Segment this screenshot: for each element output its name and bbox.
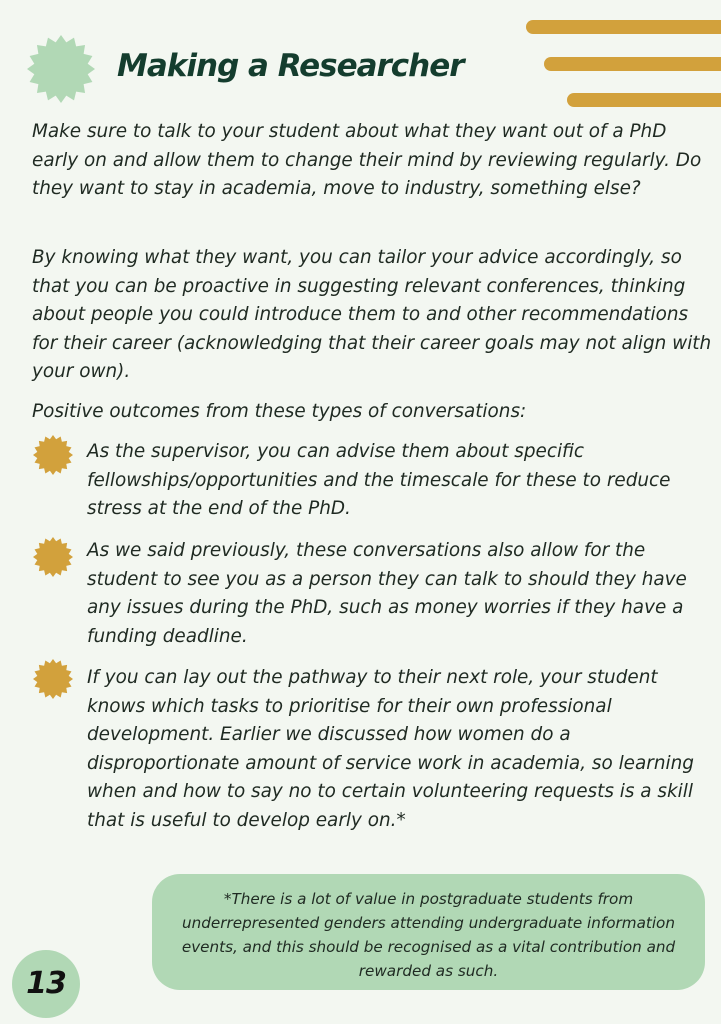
bullet-item-pathway: If you can lay out the pathway to their next role, your student knows which tasks to prioritise for their own professional development. Earlier we discussed how women do a disproportionate amount of service work in academia, so learning when and how to say no to certain volunteering requests is a skill that is useful to develop early on.*: [87, 667, 694, 831]
outcomes-heading: Positive outcomes from these types of conversations:: [32, 401, 527, 422]
advice-paragraph: By knowing what they want, you can tailor your advice accordingly, so that you can be proactive in suggesting relevant conferences, thinking about people you could introduce them to and other recommendations for their career (acknowledging that their career goals may not align with your own).: [32, 247, 712, 382]
green-starburst-icon: [27, 35, 95, 103]
gold-starburst-icon: [33, 659, 73, 699]
decorative-stripe-middle: [544, 57, 721, 71]
page-number-badge: [12, 950, 80, 1018]
bullet-item-fellowships: As the supervisor, you can advise them about specific fellowships/opportunities and the timescale for these to reduce stress at the end of the PhD.: [87, 441, 671, 519]
decorative-stripe-bottom: [567, 93, 721, 107]
page-number: 13: [26, 966, 66, 1001]
decorative-stripe-top: [526, 20, 721, 34]
gold-starburst-icon: [33, 435, 73, 475]
page-title: Making a Researcher: [117, 48, 464, 84]
bullet-item-conversations: As we said previously, these conversations also allow for the student to see you as a person they can talk to should they have any issues during the PhD, such as money worries if they have a funding deadline.: [87, 540, 687, 647]
gold-starburst-icon: [33, 537, 73, 577]
footnote-box: *There is a lot of value in postgraduate students from underrepresented genders attending undergraduate information events, and this should be recognised as a vital contribution and rewarded as such.: [152, 874, 705, 990]
intro-paragraph: Make sure to talk to your student about what they want out of a PhD early on and allow them to change their mind by reviewing regularly. Do they want to stay in academia, move to industry, something else?: [32, 121, 702, 199]
